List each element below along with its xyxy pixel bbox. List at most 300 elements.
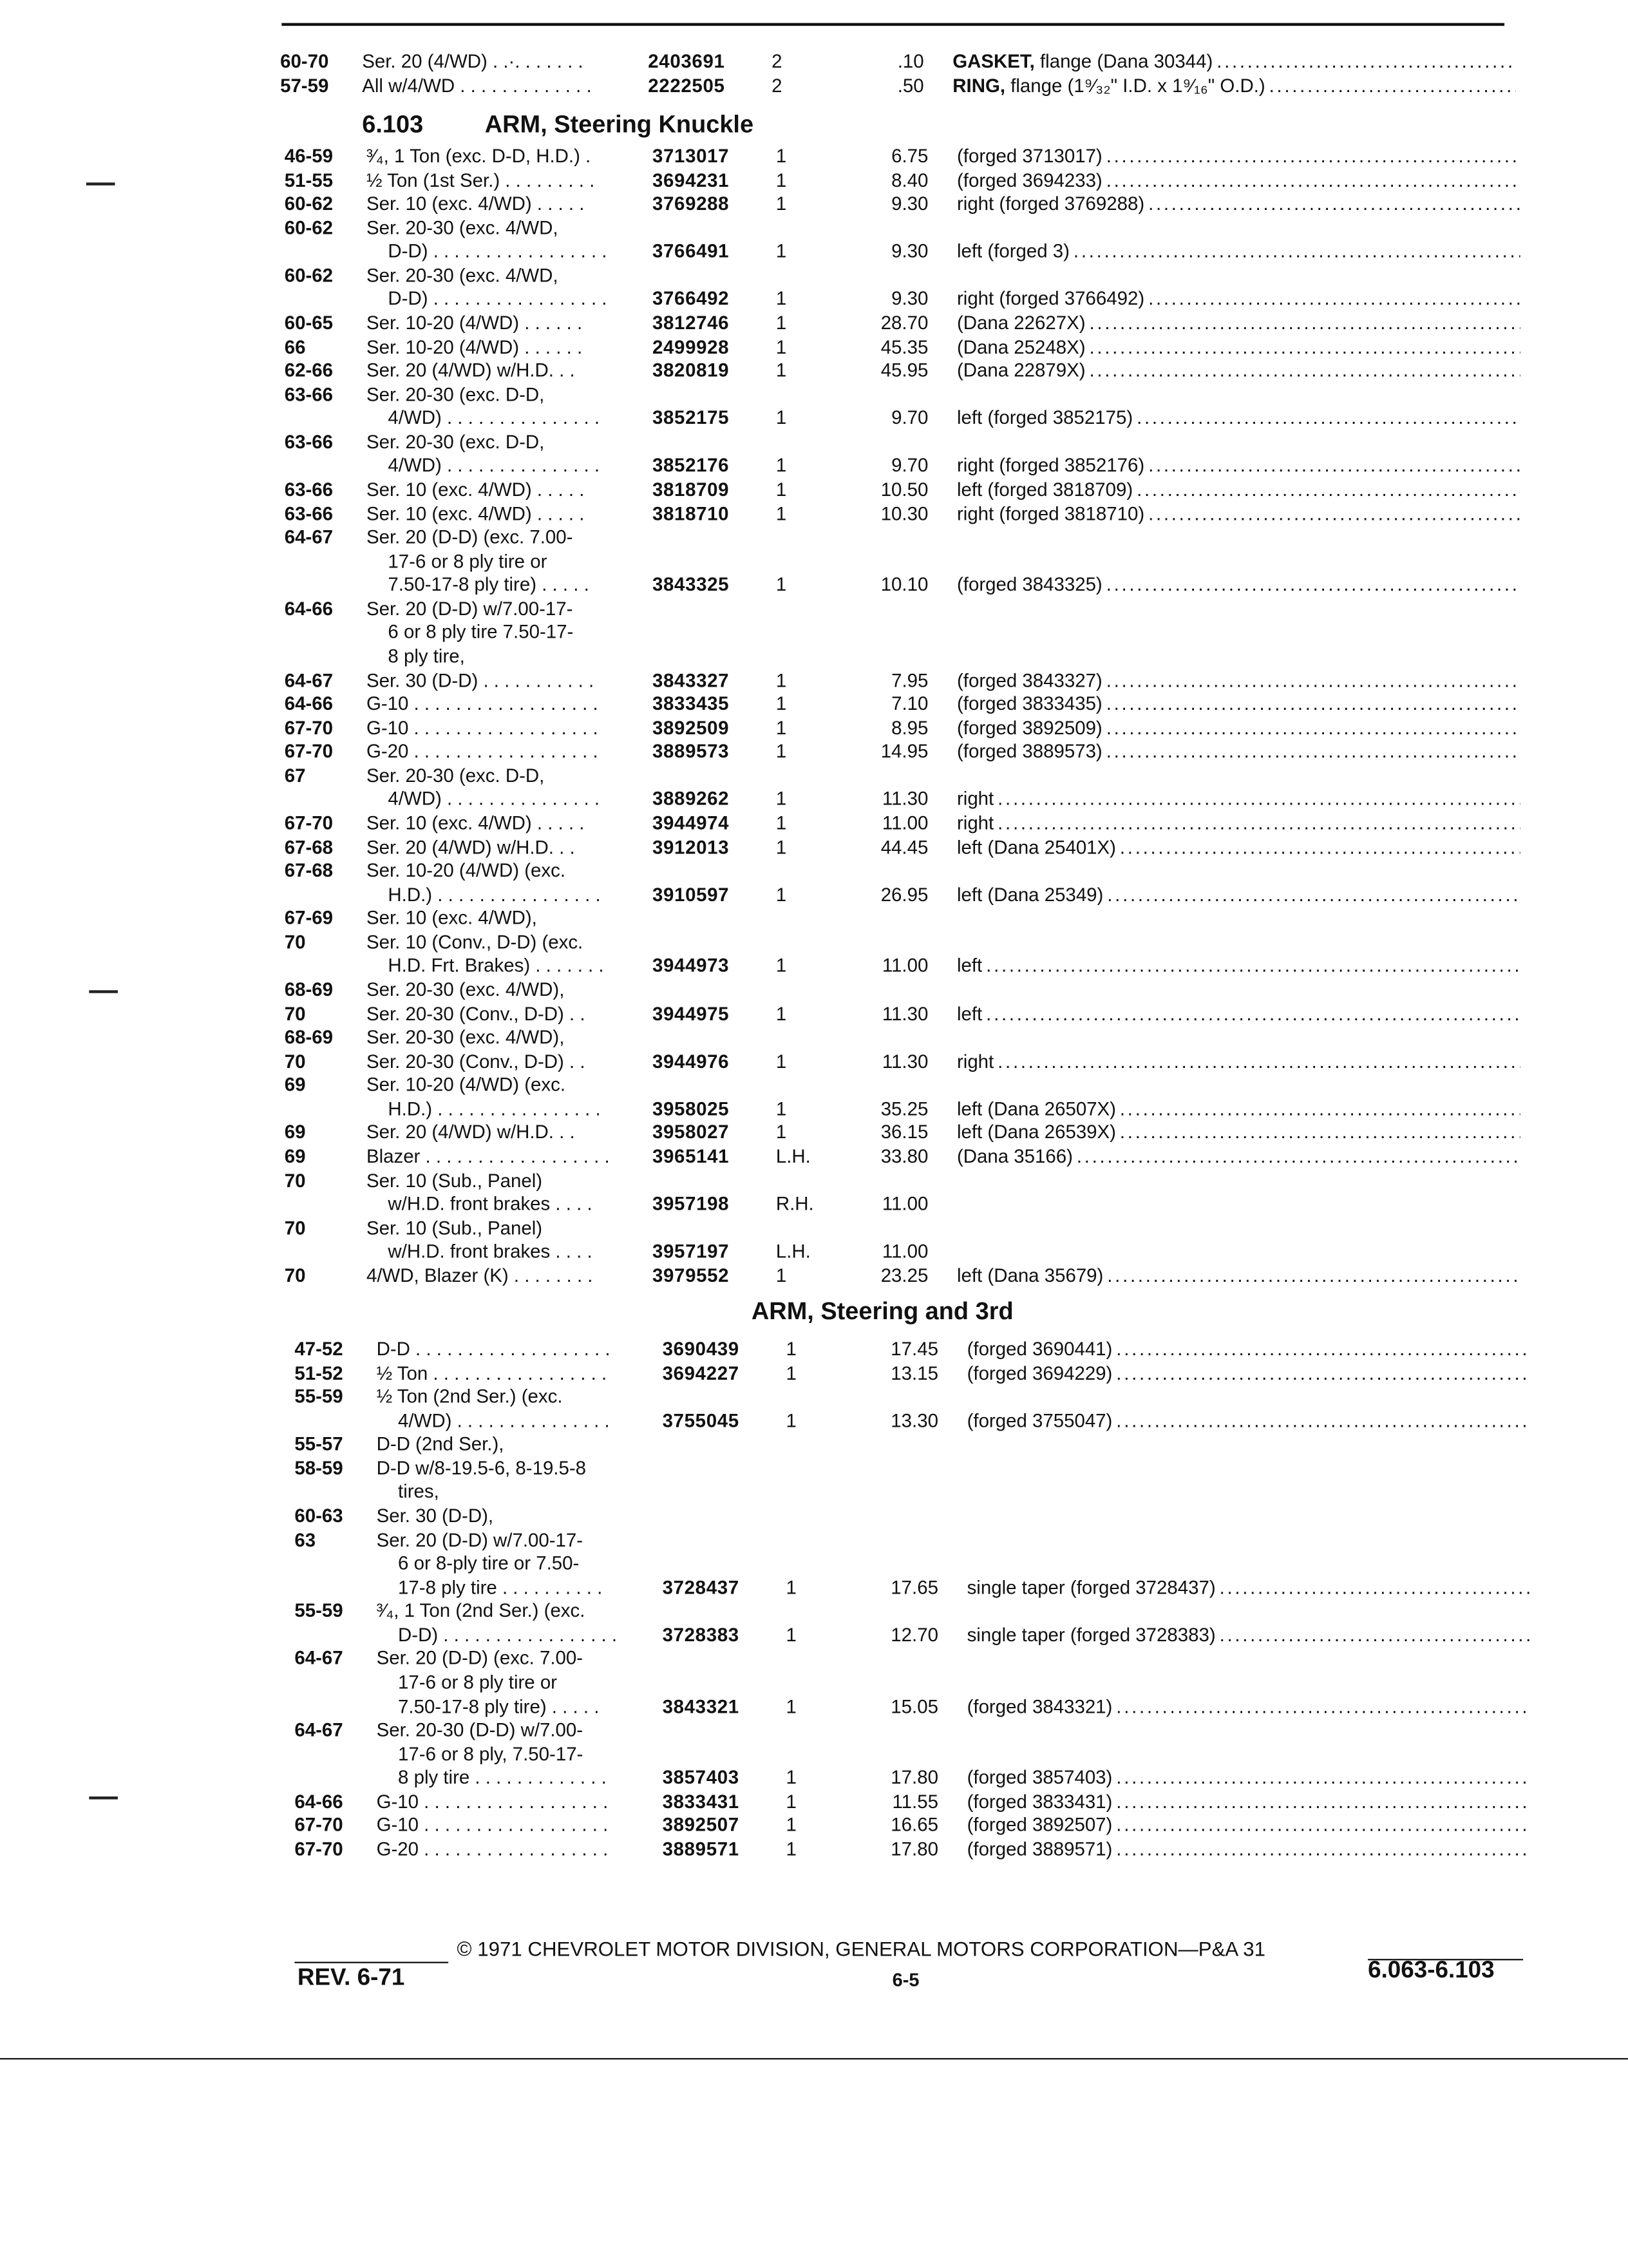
table-row xyxy=(294,1718,1558,1742)
year-range: 55-59 xyxy=(294,1599,343,1622)
part-number: 3910597 xyxy=(652,883,730,905)
price: 11.55 xyxy=(892,1790,938,1813)
table-row xyxy=(285,882,1549,906)
table-row xyxy=(294,1384,1558,1409)
year-range: 64-66 xyxy=(294,1790,343,1813)
price: 11.30 xyxy=(882,788,929,810)
model-description: Ser. 10 (exc. 4/WD) . . . . . xyxy=(366,502,585,524)
part-number: 3694227 xyxy=(662,1362,739,1384)
model-description: ½ Ton (2nd Ser.) (exc. xyxy=(376,1386,563,1407)
quantity: 1 xyxy=(775,169,787,191)
model-description: Ser. 20 (D-D) (exc. 7.00- xyxy=(366,526,573,548)
year-range: 70 xyxy=(284,1169,306,1191)
quantity: 1 xyxy=(786,1790,797,1813)
table-row xyxy=(294,1360,1558,1385)
note: left (forged 3852175) . . . xyxy=(957,406,1520,430)
model-description: Ser. 20-30 (exc. 4/WD), xyxy=(366,978,565,1000)
table-row xyxy=(285,810,1549,835)
note: right (forged 3766492) . . . xyxy=(957,287,1520,311)
model-description: 8 ply tire . . . . . . . . . . . . . xyxy=(398,1766,607,1789)
price: 9.70 xyxy=(891,454,929,477)
year-range: 67 xyxy=(284,764,306,786)
note: left (Dana 35679) . . . xyxy=(957,1263,1520,1288)
table-row xyxy=(285,953,1549,978)
part-number: 3728437 xyxy=(662,1576,739,1598)
year-range: 70 xyxy=(284,1002,306,1024)
table-row xyxy=(285,1049,1549,1073)
note: (Dana 22627X) . . . xyxy=(957,310,1520,335)
part-number: 3944973 xyxy=(652,955,730,977)
model-description: Ser. 20 (D-D) w/7.00-17- xyxy=(366,597,573,620)
note: left . . . xyxy=(957,953,1520,978)
note: (forged 3843327) . . . xyxy=(957,667,1520,692)
table-row xyxy=(294,1836,1558,1861)
note: right . . . xyxy=(957,810,1520,835)
table-row xyxy=(285,1001,1549,1025)
table-row xyxy=(285,667,1549,692)
quantity: 1 xyxy=(786,1576,797,1598)
model-description: 8 ply tire, xyxy=(388,645,465,667)
table-row xyxy=(285,977,1549,1002)
price: 13.15 xyxy=(891,1362,938,1384)
year-range: 64-66 xyxy=(284,692,334,715)
year-range: 66 xyxy=(284,336,306,357)
quantity: 1 xyxy=(775,883,787,905)
model-description: Ser. 10 (exc. 4/WD), xyxy=(366,907,537,929)
top-rule xyxy=(281,23,1504,26)
footer-rule-left xyxy=(294,1962,448,1964)
price: 17.45 xyxy=(891,1338,938,1360)
model-description: H.D.) . . . . . . . . . . . . . . . . xyxy=(388,1098,601,1120)
part-number: 3843321 xyxy=(662,1695,739,1717)
year-range: 70 xyxy=(284,1050,306,1072)
table-row xyxy=(285,144,1549,168)
quantity: 1 xyxy=(775,1002,787,1024)
note: (forged 3892509) . . . xyxy=(957,715,1520,739)
part-number: 3820819 xyxy=(652,359,730,381)
part-number: 3958027 xyxy=(652,1121,730,1143)
quantity: 1 xyxy=(775,1098,787,1120)
model-description: Ser. 20 (4/WD) w/H.D. . . xyxy=(366,359,575,381)
quantity: L.H. xyxy=(775,1145,811,1167)
quantity: 1 xyxy=(775,716,787,739)
part-number: 3843327 xyxy=(652,669,730,691)
table-row xyxy=(285,287,1549,311)
model-description: tires, xyxy=(398,1481,439,1503)
price: 28.70 xyxy=(880,312,929,334)
model-description: Ser. 20-30 (exc. 4/WD), xyxy=(366,1026,565,1048)
table-row xyxy=(285,453,1549,478)
table-row xyxy=(294,1480,1558,1504)
page-number: 6-5 xyxy=(892,1968,920,1991)
section2-title: ARM, Steering and 3rd xyxy=(751,1297,1014,1326)
note: (forged 3833431) . . . xyxy=(967,1789,1531,1813)
table-row xyxy=(285,763,1549,787)
price: 11.00 xyxy=(882,955,929,977)
price: 10.30 xyxy=(880,502,929,524)
quantity: 1 xyxy=(775,740,787,763)
part-number: 3818709 xyxy=(652,478,730,500)
model-description: Ser. 10 (exc. 4/WD) . . . . . xyxy=(366,812,585,834)
year-range: 63-66 xyxy=(284,478,334,500)
table-row xyxy=(285,906,1549,930)
quantity: 2 xyxy=(771,75,782,97)
price: 26.95 xyxy=(880,883,929,905)
table-row xyxy=(285,1239,1549,1264)
table-row xyxy=(285,358,1549,383)
model-description: Ser. 10-20 (4/WD) . . . . . . xyxy=(366,336,583,357)
table-row xyxy=(285,334,1549,359)
model-description: Ser. 20-30 (exc. D-D, xyxy=(366,430,545,453)
part-number: 3889571 xyxy=(662,1838,739,1860)
part-number: 3766492 xyxy=(652,288,730,310)
quantity: 1 xyxy=(775,336,787,357)
year-range: 46-59 xyxy=(284,145,334,167)
quantity: 1 xyxy=(775,955,787,977)
part-number: 3957197 xyxy=(652,1241,730,1263)
note: left (forged 3) . . . xyxy=(957,239,1520,263)
year-range: 67-69 xyxy=(284,907,334,929)
table-row xyxy=(285,525,1549,549)
model-description: 4/WD) . . . . . . . . . . . . . . . xyxy=(398,1409,610,1431)
model-description: Ser. 10-20 (4/WD) . . . . . . xyxy=(366,312,583,334)
part-number: 2499928 xyxy=(652,336,730,357)
year-range: 68-69 xyxy=(284,1026,334,1048)
table-row xyxy=(294,1813,1558,1837)
quantity: 1 xyxy=(775,1121,787,1143)
note: (forged 3857403) . . . xyxy=(967,1765,1531,1789)
quantity: 1 xyxy=(786,1338,797,1360)
quantity: 1 xyxy=(775,1050,787,1072)
model-description: w/H.D. front brakes . . . . xyxy=(388,1193,592,1215)
note: (forged 3694233) . . . xyxy=(957,167,1520,192)
price: 13.30 xyxy=(891,1409,938,1431)
model-description: Ser. 20-30 (exc. D-D, xyxy=(366,764,545,786)
part-number: 3694231 xyxy=(652,169,730,191)
part-number: 3912013 xyxy=(652,835,730,857)
year-range: 67-70 xyxy=(284,740,334,763)
price: 6.75 xyxy=(891,145,929,167)
price: 8.95 xyxy=(891,716,929,739)
quantity: 1 xyxy=(775,478,787,500)
year-range: 67-70 xyxy=(284,716,334,739)
table-row xyxy=(285,620,1549,645)
note: (forged 3892507) . . . xyxy=(967,1813,1531,1837)
quantity: 1 xyxy=(775,288,787,310)
quantity: 1 xyxy=(775,812,787,834)
note: right . . . xyxy=(957,1049,1520,1073)
quantity: 1 xyxy=(775,145,787,167)
table-row xyxy=(285,167,1549,192)
note: right (forged 3818710) . . . xyxy=(957,501,1520,526)
model-description: Ser. 10-20 (4/WD) (exc. xyxy=(366,859,566,881)
table-row xyxy=(285,477,1549,502)
year-range: 60-65 xyxy=(284,312,334,334)
year-range: 57-59 xyxy=(280,75,329,97)
table-row xyxy=(294,1456,1558,1480)
price: .50 xyxy=(897,75,924,97)
model-description: G-10 . . . . . . . . . . . . . . . . . . xyxy=(366,716,598,739)
model-description: Ser. 10 (exc. 4/WD) . . . . . xyxy=(366,478,585,500)
model-description: Ser. 10 (Conv., D-D) (exc. xyxy=(366,931,583,953)
quantity: 1 xyxy=(775,1264,787,1286)
price: 11.00 xyxy=(882,1193,929,1215)
year-range: 67-68 xyxy=(284,859,334,881)
quantity: 1 xyxy=(786,1695,797,1717)
part-number: 3728383 xyxy=(662,1623,739,1646)
part-number: 3755045 xyxy=(662,1409,739,1431)
table-row xyxy=(285,1025,1549,1049)
table-row xyxy=(285,739,1549,763)
quantity: L.H. xyxy=(775,1241,811,1263)
part-number: 2403691 xyxy=(648,50,725,72)
model-description: G-20 . . . . . . . . . . . . . . . . . . xyxy=(376,1838,609,1860)
table-row xyxy=(285,691,1549,716)
year-range: 67-70 xyxy=(294,1838,343,1860)
price: .10 xyxy=(897,50,924,72)
part-number: 3957198 xyxy=(652,1193,730,1215)
model-description: ³⁄₄, 1 Ton (2nd Ser.) (exc. xyxy=(376,1599,585,1622)
year-range: 60-62 xyxy=(284,193,334,214)
year-range: 70 xyxy=(284,1217,306,1239)
note: right . . . xyxy=(957,786,1520,811)
model-description: Ser. 20-30 (D-D) w/7.00- xyxy=(376,1719,583,1741)
table-row xyxy=(285,715,1549,739)
model-description: G-20 . . . . . . . . . . . . . . . . . . xyxy=(366,740,598,763)
note: left (Dana 25401X) . . . xyxy=(957,834,1520,859)
quantity: 1 xyxy=(775,669,787,691)
price: 10.10 xyxy=(880,573,929,596)
quantity: 1 xyxy=(775,240,787,262)
model-description: Ser. 10 (Sub., Panel) xyxy=(366,1169,543,1191)
price: 33.80 xyxy=(880,1145,929,1167)
price: 9.30 xyxy=(891,193,929,214)
table-row xyxy=(294,1623,1558,1647)
price: 8.40 xyxy=(891,169,929,191)
model-description: H.D.) . . . . . . . . . . . . . . . . xyxy=(388,883,601,905)
quantity: 1 xyxy=(775,692,787,715)
table-row xyxy=(285,310,1549,335)
table-row xyxy=(294,1337,1558,1361)
note: (forged 3713017) . . . xyxy=(957,144,1520,168)
part-number: 3892507 xyxy=(662,1814,739,1836)
table-row xyxy=(285,501,1549,526)
section-title xyxy=(362,111,753,140)
note: (forged 3755047) . . . xyxy=(967,1408,1531,1433)
year-range: 64-67 xyxy=(294,1719,343,1741)
year-range: 60-70 xyxy=(280,50,329,72)
note: (Dana 35166) . . . xyxy=(957,1144,1520,1168)
price: 16.65 xyxy=(891,1814,938,1836)
price: 12.70 xyxy=(891,1623,938,1646)
model-description: Ser. 20 (D-D) (exc. 7.00- xyxy=(376,1647,583,1670)
revision-label: REV. 6-71 xyxy=(297,1965,405,1991)
price: 9.30 xyxy=(891,240,929,262)
table-row xyxy=(285,382,1549,406)
price: 44.45 xyxy=(880,835,929,857)
price: 11.30 xyxy=(882,1050,929,1072)
part-number: 3690439 xyxy=(662,1338,739,1360)
year-range: 60-63 xyxy=(294,1505,343,1527)
note: left (Dana 25349) . . . xyxy=(957,882,1520,906)
part-number: 3944975 xyxy=(652,1002,730,1024)
table-row xyxy=(294,1527,1558,1552)
quantity: 1 xyxy=(775,193,787,214)
margin-mark xyxy=(89,1796,118,1798)
table-row xyxy=(285,786,1549,811)
year-range: 67-70 xyxy=(284,812,334,834)
model-description: D-D) . . . . . . . . . . . . . . . . . xyxy=(398,1623,618,1646)
model-description: Blazer . . . . . . . . . . . . . . . . . . xyxy=(366,1145,610,1167)
note: (forged 3843321) . . . xyxy=(967,1694,1531,1719)
model-description: 4/WD) . . . . . . . . . . . . . . . xyxy=(388,454,600,477)
part-number: 3766491 xyxy=(652,240,730,262)
price: 10.50 xyxy=(880,478,929,500)
note: left (forged 3818709) . . . xyxy=(957,477,1520,502)
model-description: 17-8 ply tire . . . . . . . . . . xyxy=(398,1576,603,1598)
year-range: 67-68 xyxy=(284,835,334,857)
table-row xyxy=(294,1789,1558,1813)
part-number: 3889573 xyxy=(652,740,730,763)
note: (forged 3833435) . . . xyxy=(957,691,1520,716)
year-range: 69 xyxy=(284,1145,306,1167)
model-description: Ser. 20-30 (Conv., D-D) . . xyxy=(366,1050,585,1072)
year-range: 68-69 xyxy=(284,978,334,1000)
year-range: 63-66 xyxy=(284,502,334,524)
model-description: 17-6 or 8 ply, 7.50-17- xyxy=(398,1742,583,1765)
part-number: 3892509 xyxy=(652,716,730,739)
model-description: D-D) . . . . . . . . . . . . . . . . . xyxy=(388,288,607,310)
year-range: 64-67 xyxy=(284,526,334,548)
quantity: 1 xyxy=(786,1409,797,1431)
model-description: ½ Ton (1st Ser.) . . . . . . . . . xyxy=(366,169,595,191)
part-number: 2222505 xyxy=(648,75,725,97)
year-range: 69 xyxy=(284,1074,306,1096)
table-row xyxy=(294,1694,1558,1719)
note: (Dana 22879X) . . . xyxy=(957,358,1520,383)
table-row xyxy=(285,858,1549,882)
model-description: ³⁄₄, 1 Ton (exc. D-D, H.D.) . xyxy=(366,145,591,167)
model-description: All w/4/WD . . . . . . . . . . . . . xyxy=(362,75,592,97)
note: RING, flange (1⁹⁄₃₂" I.D. x 1⁹⁄₁₆" O.D.) . . . xyxy=(952,73,1516,98)
note-keyword: GASKET, xyxy=(952,50,1035,72)
price: 9.30 xyxy=(891,288,929,310)
model-description: 7.50-17-8 ply tire) . . . . . xyxy=(398,1695,600,1717)
copyright-line: © 1971 CHEVROLET MOTOR DIVISION, GENERAL MOTORS CORPORATION—P&A 31 xyxy=(457,1937,1265,1961)
model-description: D-D . . . . . . . . . . . . . . . . . . . xyxy=(376,1338,610,1360)
model-description: 4/WD, Blazer (K) . . . . . . . . xyxy=(366,1264,593,1286)
year-range: 60-62 xyxy=(284,264,334,286)
model-description: Ser. 20 (D-D) w/7.00-17- xyxy=(376,1528,583,1550)
price: 17.80 xyxy=(891,1766,938,1789)
model-description: D-D) . . . . . . . . . . . . . . . . . xyxy=(388,240,607,262)
model-description: 6 or 8-ply tire or 7.50- xyxy=(398,1552,580,1574)
section-heading: ARM, Steering Knuckle xyxy=(484,110,754,138)
year-range: 58-59 xyxy=(294,1457,343,1479)
note: left . . . xyxy=(957,1001,1520,1025)
part-number: 3833435 xyxy=(652,692,730,715)
note: (Dana 25248X) . . . xyxy=(957,334,1520,359)
table-row xyxy=(285,1215,1549,1240)
table-row xyxy=(285,406,1549,430)
year-range: 64-66 xyxy=(284,597,334,620)
price: 15.05 xyxy=(891,1695,938,1717)
section-number: 6.103 xyxy=(362,110,424,138)
quantity: 1 xyxy=(775,835,787,857)
year-range: 70 xyxy=(284,931,306,953)
year-range: 70 xyxy=(284,1264,306,1286)
price: 14.95 xyxy=(880,740,929,763)
table-row xyxy=(285,215,1549,240)
price: 45.35 xyxy=(880,336,929,357)
quantity: 1 xyxy=(775,788,787,810)
model-description: Ser. 10-20 (4/WD) (exc. xyxy=(366,1074,566,1096)
model-description: Ser. 20-30 (exc. 4/WD, xyxy=(366,216,558,238)
year-range: 63 xyxy=(294,1528,316,1550)
model-description: Ser. 20 (4/WD) w/H.D. . . xyxy=(366,835,575,857)
table-row xyxy=(294,1646,1558,1671)
price: 11.00 xyxy=(882,812,929,834)
table-row xyxy=(285,191,1549,216)
table-row xyxy=(285,1263,1549,1288)
note: (forged 3889571) . . . xyxy=(967,1836,1531,1861)
table-row xyxy=(294,1599,1558,1623)
model-description: 6 or 8 ply tire 7.50-17- xyxy=(388,621,574,643)
part-number: 3713017 xyxy=(652,145,730,167)
year-range: 64-67 xyxy=(284,669,334,691)
quantity: 1 xyxy=(786,1623,797,1646)
model-description: w/H.D. front brakes . . . . xyxy=(388,1241,592,1263)
model-description: D-D w/8-19.5-6, 8-19.5-8 xyxy=(376,1457,587,1479)
table-row xyxy=(294,1765,1558,1789)
table-row xyxy=(285,549,1549,573)
table-row xyxy=(285,834,1549,859)
part-number: 3944976 xyxy=(652,1050,730,1072)
part-number: 3843325 xyxy=(652,573,730,596)
model-description: Ser. 10 (Sub., Panel) xyxy=(366,1217,543,1239)
price: 35.25 xyxy=(880,1098,929,1120)
model-description: Ser. 20-30 (exc. 4/WD, xyxy=(366,264,558,286)
part-number: 3812746 xyxy=(652,312,730,334)
quantity: 1 xyxy=(775,359,787,381)
table-row xyxy=(285,263,1549,287)
model-description: Ser. 20-30 (exc. D-D, xyxy=(366,383,545,405)
quantity: 1 xyxy=(775,312,787,334)
table-row xyxy=(285,596,1549,621)
quantity: 1 xyxy=(775,573,787,596)
note: (forged 3694229) . . . xyxy=(967,1360,1531,1385)
model-description: Ser. 20 (4/WD) . .·. . . . . . . xyxy=(362,50,583,72)
model-description: Ser. 30 (D-D) . . . . . . . . . . . xyxy=(366,669,594,691)
part-number: 3852175 xyxy=(652,407,730,429)
model-description: G-10 . . . . . . . . . . . . . . . . . . xyxy=(366,692,598,715)
note: left (Dana 26507X) . . . xyxy=(957,1096,1520,1121)
note-keyword: RING, xyxy=(952,75,1006,97)
quantity: 1 xyxy=(786,1838,797,1860)
price: 17.80 xyxy=(891,1838,938,1860)
table-row xyxy=(294,1551,1558,1576)
model-description: 7.50-17-8 ply tire) . . . . . xyxy=(388,573,589,596)
table-row xyxy=(294,1742,1558,1766)
table-row xyxy=(285,929,1549,954)
table-row xyxy=(285,573,1549,597)
model-description: G-10 . . . . . . . . . . . . . . . . . . xyxy=(376,1790,609,1813)
model-description: H.D. Frt. Brakes) . . . . . . . xyxy=(388,955,604,977)
price: 7.10 xyxy=(891,692,929,715)
part-number: 3833431 xyxy=(662,1790,739,1813)
table-row xyxy=(285,644,1549,669)
margin-mark xyxy=(89,990,118,992)
